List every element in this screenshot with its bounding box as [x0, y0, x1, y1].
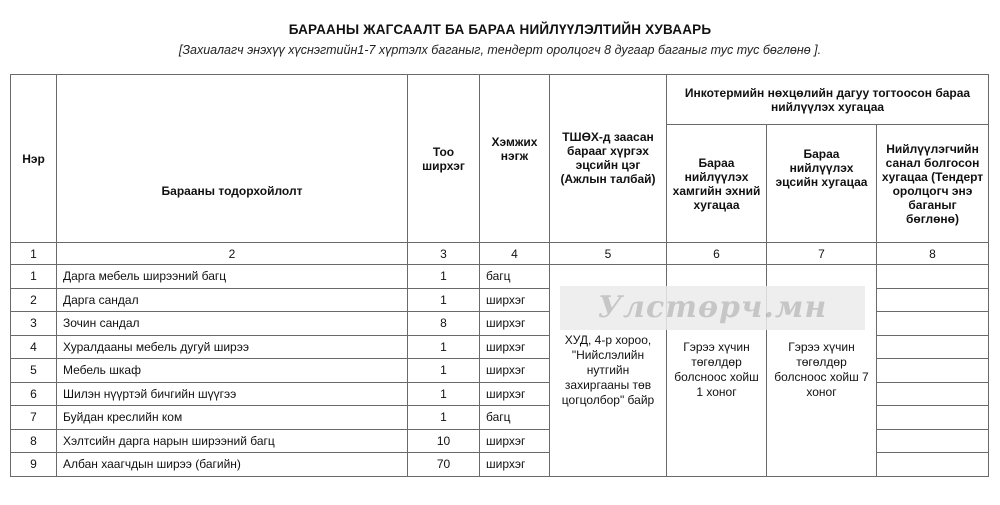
column-number: 3: [408, 243, 480, 265]
row-description: Дарга мебель ширээний багц: [57, 265, 408, 289]
column-number: 8: [877, 243, 989, 265]
supplier-offer-cell[interactable]: [877, 406, 989, 430]
column-number: 6: [667, 243, 767, 265]
row-unit: ширхэг: [480, 312, 550, 336]
row-nr: 7: [11, 406, 57, 430]
row-nr: 9: [11, 453, 57, 477]
document-title: БАРААНЫ ЖАГСААЛТ БА БАРАА НИЙЛҮҮЛЭЛТИЙН ХУВААРЬ: [288, 22, 712, 37]
row-description: Зочин сандал: [57, 312, 408, 336]
destination-cell: ХУД, 4-р хороо, "Нийслэлийн нутгийн захиргааны төв цогцолбор" байр: [550, 265, 667, 477]
row-nr: 2: [11, 288, 57, 312]
supplier-offer-cell[interactable]: [877, 312, 989, 336]
row-quantity: 1: [408, 288, 480, 312]
column-number: 2: [57, 243, 408, 265]
row-quantity: 1: [408, 359, 480, 383]
header-description: Барааны тодорхойлолт: [57, 75, 408, 243]
header-quantity: Тоо ширхэг: [408, 75, 480, 243]
row-unit: багц: [480, 406, 550, 430]
row-quantity: 10: [408, 429, 480, 453]
row-quantity: 1: [408, 335, 480, 359]
row-quantity: 1: [408, 382, 480, 406]
column-number: 7: [767, 243, 877, 265]
row-quantity: 1: [408, 406, 480, 430]
document-subtitle: [Захиалагч энэхүү хүснэгтийн1-7 хүртэлх баганыг, тендерт оролцогч 8 дугаар баганыг тус тус бөглөнө ].: [178, 43, 822, 57]
row-description: Шилэн нүүртэй бичгийн шүүгээ: [57, 382, 408, 406]
row-description: Албан хаагчдын ширээ (багийн): [57, 453, 408, 477]
supplier-offer-cell[interactable]: [877, 453, 989, 477]
header-final: Бараа нийлүүлэх эцсийн хугацаа: [767, 125, 877, 243]
header-supplier-offer: Нийлүүлэгчийн санал болгосон хугацаа (Тендерт оролцогч энэ баганыг бөглөнө): [877, 125, 989, 243]
goods-schedule-table: [10, 74, 989, 477]
row-unit: ширхэг: [480, 382, 550, 406]
row-description: Буйдан креслийн ком: [57, 406, 408, 430]
supplier-offer-cell[interactable]: [877, 359, 989, 383]
row-description: Хэлтсийн дарга нарын ширээний багц: [57, 429, 408, 453]
supplier-offer-cell[interactable]: [877, 288, 989, 312]
supplier-offer-cell[interactable]: [877, 265, 989, 289]
header-nr: Нэр: [11, 75, 57, 243]
row-unit: багц: [480, 265, 550, 289]
header-destination: ТШӨХ-д заасан барааг хүргэх эцсийн цэг (Ажлын талбай): [550, 75, 667, 243]
column-number: 4: [480, 243, 550, 265]
header-incoterm-group: Инкотермийн нөхцөлийн дагуу тогтоосон бараа нийлүүлэх хугацаа: [667, 75, 989, 125]
watermark-logo: Улстөрч.мн: [560, 286, 865, 330]
row-quantity: 70: [408, 453, 480, 477]
row-unit: ширхэг: [480, 288, 550, 312]
row-unit: ширхэг: [480, 359, 550, 383]
row-nr: 6: [11, 382, 57, 406]
header-earliest: Бараа нийлүүлэх хамгийн эхний хугацаа: [667, 125, 767, 243]
row-nr: 1: [11, 265, 57, 289]
row-unit: ширхэг: [480, 429, 550, 453]
row-nr: 4: [11, 335, 57, 359]
row-unit: ширхэг: [480, 335, 550, 359]
row-unit: ширхэг: [480, 453, 550, 477]
header-unit: Хэмжих нэгж: [480, 75, 550, 243]
row-nr: 8: [11, 429, 57, 453]
table-row: [11, 265, 989, 289]
supplier-offer-cell[interactable]: [877, 335, 989, 359]
row-quantity: 1: [408, 265, 480, 289]
column-number-row: [11, 243, 989, 265]
row-quantity: 8: [408, 312, 480, 336]
final-delivery-cell: Гэрээ хүчин төгөлдөр болсноос хойш 7 хоног: [767, 265, 877, 477]
row-nr: 5: [11, 359, 57, 383]
row-description: Мебель шкаф: [57, 359, 408, 383]
column-number: 1: [11, 243, 57, 265]
supplier-offer-cell[interactable]: [877, 382, 989, 406]
row-description: Дарга сандал: [57, 288, 408, 312]
row-description: Хуралдааны мебель дугуй ширээ: [57, 335, 408, 359]
earliest-delivery-cell: Гэрээ хүчин төгөлдөр болсноос хойш 1 хоног: [667, 265, 767, 477]
supplier-offer-cell[interactable]: [877, 429, 989, 453]
row-nr: 3: [11, 312, 57, 336]
column-number: 5: [550, 243, 667, 265]
